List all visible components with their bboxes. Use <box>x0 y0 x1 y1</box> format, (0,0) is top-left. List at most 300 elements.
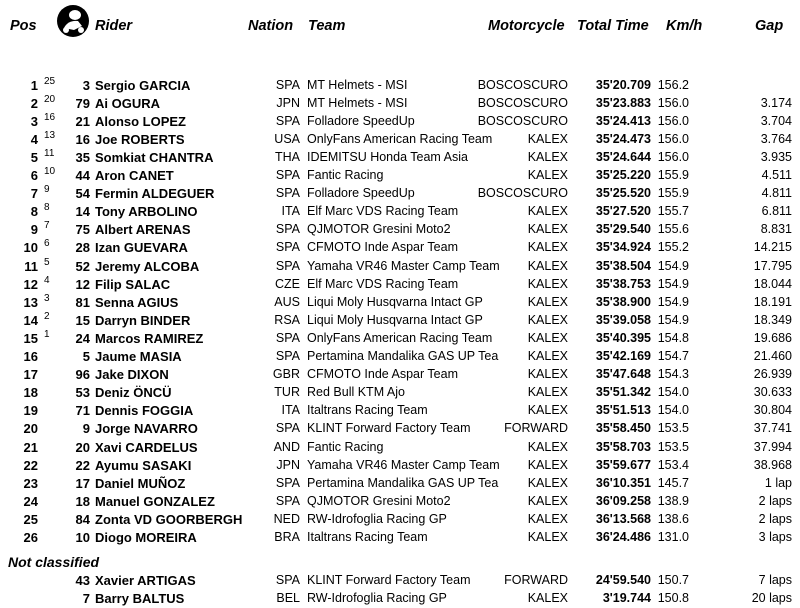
motorcycle-cell: KALEX <box>527 367 568 382</box>
rider-name-cell: Jeremy ALCOBA <box>95 258 200 274</box>
table-row <box>0 221 800 239</box>
nation-cell: GBR <box>272 367 300 382</box>
team-cell: Liqui Moly Husqvarna Intact GP <box>307 312 483 327</box>
total-time-cell: 35'51.342 <box>595 385 651 400</box>
nation-cell: SPA <box>275 330 300 345</box>
header-rider: Rider <box>95 18 133 34</box>
rider-name-cell: Jake DIXON <box>95 367 169 383</box>
motorcycle-cell: KALEX <box>527 530 568 544</box>
gap-cell: 30.804 <box>753 403 792 418</box>
nation-cell: AND <box>273 439 300 454</box>
total-time-cell: 35'59.677 <box>595 457 651 472</box>
rider-number-cell: 96 <box>75 367 90 383</box>
team-cell: RW-Idrofoglia Racing GP <box>307 511 447 526</box>
motorcycle-cell: FORWARD <box>504 421 568 436</box>
rider-number-cell: 35 <box>75 149 90 165</box>
total-time-cell: 35'42.169 <box>595 349 651 363</box>
header-nation: Nation <box>248 18 294 34</box>
position-cell: 24 <box>23 493 38 509</box>
motorcycle-cell: KALEX <box>527 258 568 273</box>
table-row <box>0 493 800 511</box>
speed-cell: 154.9 <box>657 294 689 309</box>
position-cell: 22 <box>23 457 38 473</box>
speed-cell: 156.0 <box>657 149 689 164</box>
position-cell: 1 <box>30 77 38 93</box>
rider-name-cell: Senna AGIUS <box>95 294 179 310</box>
table-row <box>0 330 800 348</box>
gap-cell: 3.174 <box>760 95 792 110</box>
table-row <box>0 131 800 149</box>
position-cell: 10 <box>23 240 38 256</box>
speed-cell: 154.0 <box>657 385 689 400</box>
header-motorcycle: Motorcycle <box>488 18 565 34</box>
rider-name-cell: Marcos RAMIREZ <box>95 330 204 346</box>
nation-cell: AUS <box>274 294 300 309</box>
rider-name-cell: Barry BALTUS <box>95 591 185 607</box>
position-cell: 19 <box>23 403 38 419</box>
motorcycle-cell: KALEX <box>527 276 568 291</box>
total-time-cell: 24'59.540 <box>595 573 651 587</box>
motorcycle-cell: BOSCOSCURO <box>477 186 568 201</box>
points-cell: 9 <box>44 184 50 196</box>
gap-cell: 4.811 <box>761 186 792 201</box>
header-team: Team <box>308 18 346 34</box>
table-row <box>0 366 800 384</box>
team-cell: Red Bull KTM Ajo <box>307 385 405 400</box>
team-cell: MT Helmets - MSI <box>307 77 408 92</box>
rider-name-cell: Darryn BINDER <box>95 312 191 328</box>
rider-number-cell: 71 <box>75 403 90 419</box>
total-time-cell: 35'38.900 <box>595 294 651 309</box>
total-time-cell: 35'27.520 <box>595 204 651 219</box>
table-row <box>0 475 800 493</box>
header-total-time: Total Time <box>577 18 649 34</box>
rider-number-cell: 12 <box>75 276 90 292</box>
table-row <box>0 276 800 294</box>
rider-number-cell: 14 <box>75 204 90 220</box>
rider-number-cell: 7 <box>82 591 90 607</box>
team-cell: Yamaha VR46 Master Camp Team <box>307 258 500 273</box>
rider-number-cell: 84 <box>75 511 90 527</box>
gap-cell: 21.460 <box>753 349 792 363</box>
position-cell: 16 <box>23 349 38 364</box>
total-time-cell: 35'24.473 <box>595 131 651 146</box>
header-gap: Gap <box>755 18 784 34</box>
position-cell: 18 <box>23 385 38 401</box>
speed-cell: 155.6 <box>657 222 689 237</box>
rider-name-cell: Xavi CARDELUS <box>95 439 198 455</box>
rider-name-cell: Somkiat CHANTRA <box>95 149 214 165</box>
team-cell: Elf Marc VDS Racing Team <box>307 276 459 291</box>
total-time-cell: 35'38.504 <box>595 258 651 273</box>
motorcycle-cell: KALEX <box>527 457 568 472</box>
table-row <box>0 185 800 203</box>
table-row <box>0 239 800 257</box>
rider-name-cell: Albert ARENAS <box>95 222 191 238</box>
gap-cell: 2 laps <box>758 511 792 526</box>
gap-cell: 14.215 <box>753 240 792 255</box>
rider-name-cell: Manuel GONZALEZ <box>95 493 215 509</box>
rider-number-cell: 52 <box>75 258 90 274</box>
gap-cell: 20 laps <box>751 591 792 606</box>
speed-cell: 156.0 <box>657 131 689 146</box>
table-row <box>0 77 800 95</box>
gap-cell: 26.939 <box>753 367 792 382</box>
nation-cell: BRA <box>274 530 300 544</box>
speed-cell: 138.9 <box>657 493 689 508</box>
nation-cell: RSA <box>274 312 300 327</box>
header-kmh: Km/h <box>666 18 703 34</box>
points-cell: 13 <box>44 129 56 141</box>
total-time-cell: 35'25.220 <box>595 168 651 182</box>
rider-number-cell: 18 <box>75 493 90 509</box>
motorcycle-cell: KALEX <box>527 168 568 182</box>
motorcycle-cell: KALEX <box>527 131 568 146</box>
table-row <box>0 457 800 475</box>
motorcycle-cell: KALEX <box>527 493 568 508</box>
gap-cell: 7 laps <box>758 573 792 587</box>
position-cell: 23 <box>23 475 38 491</box>
rider-number-cell: 21 <box>75 113 90 129</box>
team-cell: Italtrans Racing Team <box>307 530 428 544</box>
table-row <box>0 439 800 457</box>
nation-cell: SPA <box>275 573 300 587</box>
table-row <box>0 294 800 312</box>
position-cell: 3 <box>30 113 38 129</box>
nation-cell: TUR <box>274 385 300 400</box>
rider-number-cell: 10 <box>75 530 90 545</box>
team-cell: Fantic Racing <box>307 168 384 182</box>
total-time-cell: 35'24.644 <box>595 149 651 164</box>
nation-cell: SPA <box>275 222 300 237</box>
gap-cell: 6.811 <box>761 204 792 219</box>
points-cell: 1 <box>44 328 50 340</box>
nation-cell: CZE <box>275 276 300 291</box>
motorcycle-cell: KALEX <box>527 349 568 363</box>
speed-cell: 145.7 <box>657 475 689 490</box>
total-time-cell: 35'29.540 <box>595 222 651 237</box>
team-cell: Liqui Moly Husqvarna Intact GP <box>307 294 483 309</box>
rider-number-cell: 9 <box>82 421 90 437</box>
table-row <box>0 312 800 330</box>
rider-name-cell: Izan GUEVARA <box>95 240 188 256</box>
points-cell: 16 <box>44 111 56 123</box>
rider-name-cell: Daniel MUÑOZ <box>95 475 186 491</box>
speed-cell: 131.0 <box>657 530 689 544</box>
team-cell: QJMOTOR Gresini Moto2 <box>307 493 451 508</box>
table-row <box>0 384 800 402</box>
gap-cell: 38.968 <box>753 457 792 472</box>
motorcycle-cell: KALEX <box>527 330 568 345</box>
motorcycle-cell: BOSCOSCURO <box>477 113 568 128</box>
total-time-cell: 35'24.413 <box>595 113 651 128</box>
speed-cell: 153.5 <box>657 439 689 454</box>
rider-name-cell: Dennis FOGGIA <box>95 403 194 419</box>
table-row <box>0 420 800 438</box>
total-time-cell: 35'23.883 <box>595 95 651 110</box>
rider-number-cell: 24 <box>75 330 90 346</box>
rider-name-cell: Alonso LOPEZ <box>95 113 186 129</box>
total-time-cell: 35'51.513 <box>595 403 651 418</box>
nation-cell: SPA <box>275 258 300 273</box>
speed-cell: 154.7 <box>657 349 689 363</box>
position-cell: 26 <box>23 530 38 545</box>
speed-cell: 153.4 <box>657 457 689 472</box>
gap-cell: 3.764 <box>760 131 792 146</box>
speed-cell: 154.9 <box>657 276 689 291</box>
points-cell: 3 <box>44 292 50 304</box>
motorcycle-cell: KALEX <box>527 204 568 219</box>
team-cell: OnlyFans American Racing Team <box>307 131 493 146</box>
rider-name-cell: Ai OGURA <box>95 95 160 111</box>
position-cell: 9 <box>30 222 38 238</box>
speed-cell: 156.2 <box>657 77 689 92</box>
table-row <box>0 113 800 131</box>
rider-name-cell: Zonta VD GOORBERGH <box>95 511 243 527</box>
rider-number-cell: 22 <box>75 457 90 473</box>
rider-number-cell: 15 <box>75 312 90 328</box>
motorcycle-cell: FORWARD <box>504 573 568 587</box>
table-row <box>0 167 800 185</box>
total-time-cell: 35'39.058 <box>595 312 651 327</box>
total-time-cell: 36'13.568 <box>595 511 651 526</box>
nation-cell: JPN <box>276 457 300 472</box>
gap-cell: 18.349 <box>753 312 792 327</box>
rider-name-cell: Tony ARBOLINO <box>95 204 198 220</box>
speed-cell: 138.6 <box>657 511 689 526</box>
points-cell: 8 <box>44 202 50 214</box>
speed-cell: 155.9 <box>657 186 689 201</box>
not-classified-heading: Not classified <box>8 554 100 570</box>
total-time-cell: 35'47.648 <box>595 367 651 382</box>
nation-cell: SPA <box>275 186 300 201</box>
total-time-cell: 36'10.351 <box>595 475 651 490</box>
points-cell: 25 <box>44 75 56 87</box>
team-cell: Folladore SpeedUp <box>307 186 415 201</box>
motorcycle-cell: BOSCOSCURO <box>477 95 568 110</box>
speed-cell: 155.7 <box>657 204 689 219</box>
motorcycle-cell: KALEX <box>527 385 568 400</box>
rider-number-cell: 44 <box>75 168 90 183</box>
position-cell: 14 <box>23 312 38 328</box>
table-row <box>0 258 800 276</box>
nation-cell: ITA <box>281 403 300 418</box>
nation-cell: SPA <box>275 475 300 490</box>
rider-number-cell: 75 <box>75 222 90 238</box>
gap-cell: 19.686 <box>753 330 792 345</box>
total-time-cell: 35'34.924 <box>595 240 651 255</box>
rider-number-cell: 5 <box>82 349 90 364</box>
nation-cell: BEL <box>276 591 300 606</box>
points-cell: 5 <box>44 256 50 268</box>
points-cell: 11 <box>44 147 55 159</box>
team-cell: Yamaha VR46 Master Camp Team <box>307 457 500 472</box>
position-cell: 15 <box>23 330 38 346</box>
nation-cell: SPA <box>275 77 300 92</box>
speed-cell: 154.8 <box>657 330 689 345</box>
gap-cell: 8.831 <box>760 222 792 237</box>
team-cell: MT Helmets - MSI <box>307 95 408 110</box>
total-time-cell: 36'24.486 <box>595 530 651 544</box>
team-cell: OnlyFans American Racing Team <box>307 330 493 345</box>
table-header <box>0 0 800 50</box>
team-cell: Fantic Racing <box>307 439 384 454</box>
speed-cell: 154.9 <box>657 258 689 273</box>
table-row <box>0 529 800 547</box>
position-cell: 8 <box>30 204 38 220</box>
team-cell: QJMOTOR Gresini Moto2 <box>307 222 451 237</box>
header-pos: Pos <box>10 18 37 34</box>
nation-cell: SPA <box>275 349 300 363</box>
rider-name-cell: Aron CANET <box>95 168 174 183</box>
table-row <box>0 511 800 529</box>
points-cell: 20 <box>44 93 56 105</box>
table-row <box>0 348 800 366</box>
position-cell: 20 <box>23 421 38 437</box>
total-time-cell: 36'09.258 <box>595 493 651 508</box>
nation-cell: SPA <box>275 113 300 128</box>
points-cell: 4 <box>44 274 50 286</box>
motorcycle-cell: KALEX <box>527 403 568 418</box>
speed-cell: 154.9 <box>657 312 689 327</box>
total-time-cell: 35'25.520 <box>595 186 651 201</box>
nation-cell: SPA <box>275 421 300 436</box>
motorcycle-cell: KALEX <box>527 511 568 526</box>
motorcycle-rider-icon <box>56 4 90 38</box>
rider-number-cell: 79 <box>75 95 90 111</box>
position-cell: 2 <box>30 95 38 111</box>
position-cell: 12 <box>23 276 38 292</box>
rider-name-cell: Joe ROBERTS <box>95 131 185 147</box>
position-cell: 5 <box>30 149 38 165</box>
gap-cell: 18.191 <box>753 294 792 309</box>
team-cell: Folladore SpeedUp <box>307 113 415 128</box>
speed-cell: 156.0 <box>657 113 689 128</box>
total-time-cell: 35'58.703 <box>595 439 651 454</box>
nation-cell: USA <box>274 131 300 146</box>
points-cell: 6 <box>44 238 50 250</box>
motorcycle-cell: KALEX <box>527 475 568 490</box>
position-cell: 4 <box>30 131 38 147</box>
position-cell: 11 <box>24 258 38 274</box>
nation-cell: SPA <box>275 168 300 182</box>
rider-name-cell: Diogo MOREIRA <box>95 530 197 545</box>
rider-number-cell: 54 <box>75 186 90 202</box>
gap-cell: 2 laps <box>758 493 792 508</box>
team-cell: KLINT Forward Factory Team <box>307 573 471 587</box>
rider-number-cell: 28 <box>75 240 90 256</box>
table-row <box>0 203 800 221</box>
nation-cell: SPA <box>275 240 300 255</box>
nation-cell: THA <box>275 149 300 164</box>
rider-number-cell: 16 <box>75 131 90 147</box>
team-cell: KLINT Forward Factory Team <box>307 421 471 436</box>
position-cell: 25 <box>23 511 38 527</box>
speed-cell: 155.2 <box>657 240 689 255</box>
points-cell: 10 <box>44 166 56 177</box>
speed-cell: 150.7 <box>657 573 689 587</box>
team-cell: CFMOTO Inde Aspar Team <box>307 367 458 382</box>
motorcycle-cell: KALEX <box>527 149 568 164</box>
total-time-cell: 35'58.450 <box>595 421 651 436</box>
rider-number-cell: 3 <box>82 77 90 93</box>
team-cell: Pertamina Mandalika GAS UP Tea <box>307 349 499 363</box>
nation-cell: NED <box>273 511 300 526</box>
team-cell: IDEMITSU Honda Team Asia <box>307 149 468 164</box>
speed-cell: 150.8 <box>657 591 689 606</box>
rider-number-cell: 81 <box>75 294 90 310</box>
nation-cell: ITA <box>281 204 300 219</box>
rider-name-cell: Jorge NAVARRO <box>95 421 198 437</box>
rider-number-cell: 17 <box>75 475 90 491</box>
team-cell: Italtrans Racing Team <box>307 403 428 418</box>
gap-cell: 1 lap <box>764 475 792 490</box>
gap-cell: 37.741 <box>753 421 792 436</box>
points-cell: 2 <box>44 310 50 322</box>
position-cell: 7 <box>30 186 38 202</box>
total-time-cell: 35'40.395 <box>595 330 651 345</box>
position-cell: 13 <box>23 294 38 310</box>
rider-name-cell: Jaume MASIA <box>95 349 182 364</box>
rider-number-cell: 20 <box>75 439 90 455</box>
speed-cell: 155.9 <box>657 168 689 182</box>
motorcycle-cell: KALEX <box>527 294 568 309</box>
position-cell: 21 <box>23 439 38 455</box>
gap-cell: 30.633 <box>753 385 792 400</box>
total-time-cell: 3'19.744 <box>602 591 651 606</box>
rider-name-cell: Ayumu SASAKI <box>95 457 192 473</box>
gap-cell: 3 laps <box>758 530 792 544</box>
gap-cell: 17.795 <box>753 258 792 273</box>
team-cell: Pertamina Mandalika GAS UP Tea <box>307 475 499 490</box>
gap-cell: 3.935 <box>760 149 792 164</box>
speed-cell: 154.0 <box>657 403 689 418</box>
table-row <box>0 572 800 590</box>
speed-cell: 154.3 <box>657 367 689 382</box>
total-time-cell: 35'20.709 <box>595 77 651 92</box>
team-cell: RW-Idrofoglia Racing GP <box>307 591 447 606</box>
motorcycle-cell: KALEX <box>527 312 568 327</box>
nation-cell: SPA <box>275 493 300 508</box>
position-cell: 17 <box>23 367 38 383</box>
total-time-cell: 35'38.753 <box>595 276 651 291</box>
rider-name-cell: Deniz ÖNCÜ <box>95 385 172 401</box>
gap-cell: 4.511 <box>761 168 792 182</box>
table-row <box>0 95 800 113</box>
rider-name-cell: Sergio GARCIA <box>95 77 191 93</box>
rider-name-cell: Xavier ARTIGAS <box>95 573 196 588</box>
points-cell: 7 <box>44 220 50 232</box>
motorcycle-cell: KALEX <box>527 222 568 237</box>
motorcycle-cell: KALEX <box>527 591 568 606</box>
position-cell: 6 <box>30 168 38 183</box>
rider-name-cell: Fermin ALDEGUER <box>95 186 215 202</box>
gap-cell: 37.994 <box>753 439 792 454</box>
gap-cell: 18.044 <box>753 276 792 291</box>
motorcycle-cell: KALEX <box>527 439 568 454</box>
motorcycle-cell: KALEX <box>527 240 568 255</box>
rider-name-cell: Filip SALAC <box>95 276 171 292</box>
table-row <box>0 149 800 167</box>
team-cell: CFMOTO Inde Aspar Team <box>307 240 458 255</box>
rider-number-cell: 53 <box>75 385 90 401</box>
team-cell: Elf Marc VDS Racing Team <box>307 204 459 219</box>
rider-number-cell: 43 <box>75 573 90 588</box>
gap-cell: 3.704 <box>760 113 792 128</box>
speed-cell: 153.5 <box>657 421 689 436</box>
speed-cell: 156.0 <box>657 95 689 110</box>
table-row <box>0 402 800 420</box>
